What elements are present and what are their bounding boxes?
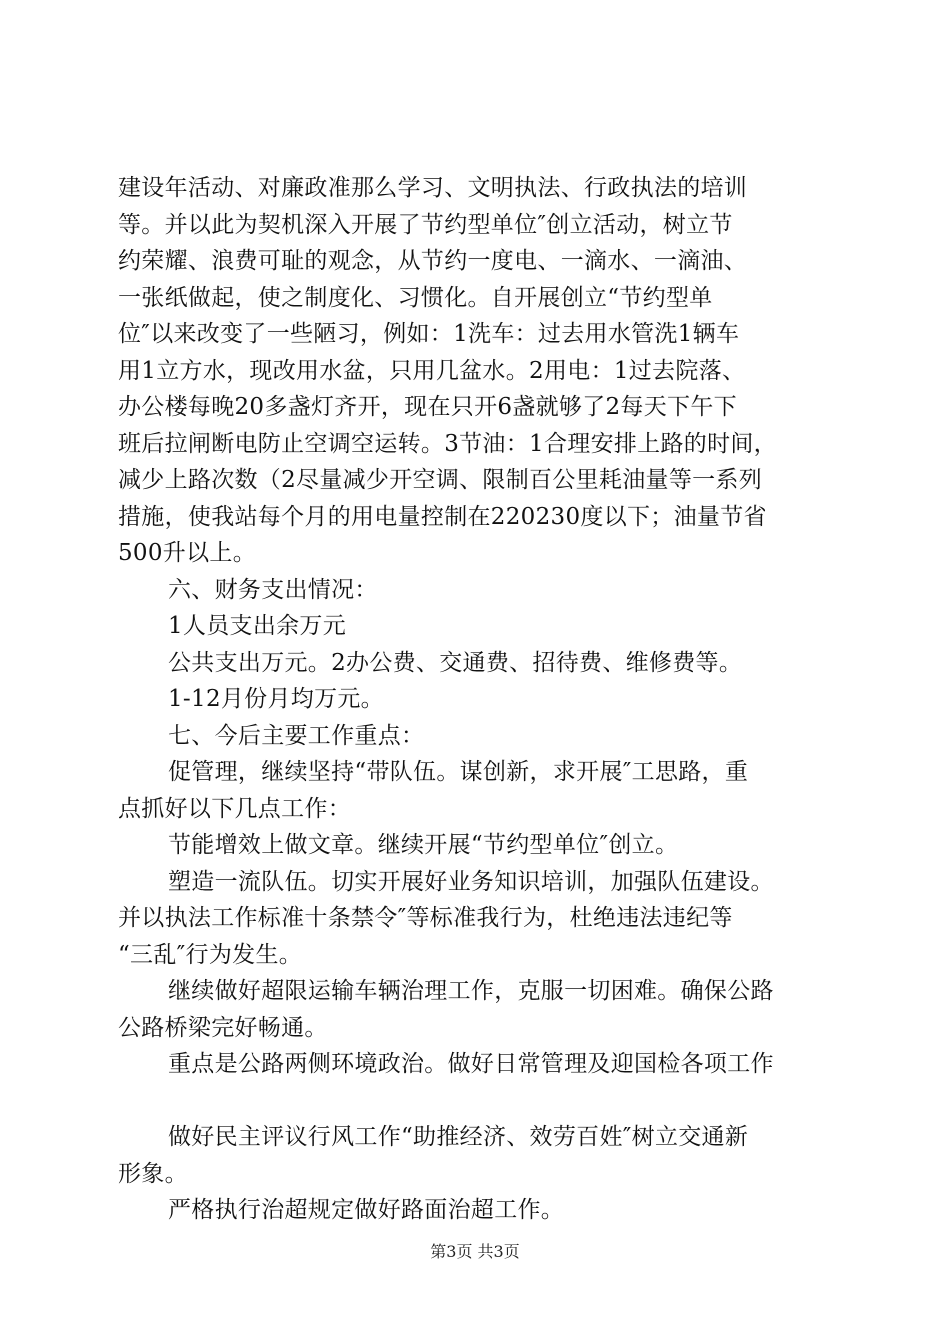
- text-line: 1人员支出余万元: [168, 613, 347, 639]
- text-line: 节能增效上做文章。继续开展“节约型单位″创立。: [168, 832, 679, 858]
- text-line: “三乱″行为发生。: [118, 941, 303, 968]
- text-line: 1-12月份月均万元。: [168, 686, 384, 712]
- text-line: 并以执法工作标准十条禁令″等标准我行为，杜绝违法违纪等: [118, 905, 733, 931]
- section-heading: 六、财务支出情况：: [168, 576, 378, 603]
- text-line: 位″以来改变了一些陋习，例如：1洗车：过去用水管洗1辆车: [118, 321, 740, 347]
- text-line: 等。并以此为契机深入开展了节约型单位″创立活动，树立节: [118, 211, 733, 238]
- text-line: 约荣耀、浪费可耻的观念，从节约一度电、一滴水、一滴油、: [118, 248, 748, 274]
- text-line: 形象。: [118, 1160, 188, 1187]
- text-line: 做好民主评议行风工作“助推经济、效劳百姓″树立交通新: [168, 1124, 749, 1150]
- text-line: 继续做好超限运输车辆治理工作，克服一切困难。确保公路: [168, 978, 774, 1004]
- text-line: 减少上路次数（2尽量减少开空调、限制百公里耗油量等一系列: [118, 467, 763, 493]
- text-line: 建设年活动、对廉政准那么学习、文明执法、行政执法的培训: [118, 175, 748, 201]
- blank-line: [118, 1083, 838, 1120]
- text-line: 办公楼每晚20多盏灯齐开，现在只开6盏就够了2每天下午下: [118, 394, 737, 420]
- text-line: 班后拉闸断电防止空调空运转。3节油：1合理安排上路的时间，: [118, 430, 777, 457]
- page-footer: 第3页 共3页: [430, 1242, 520, 1261]
- text-line: 重点是公路两侧环境政治。做好日常管理及迎国检各项工作: [168, 1051, 774, 1077]
- text-line: 点抓好以下几点工作：: [118, 795, 351, 822]
- text-line: 严格执行治超规定做好路面治超工作。: [168, 1197, 565, 1223]
- text-line: 措施，使我站每个月的用电量控制在220230度以下；油量节省: [118, 503, 767, 530]
- text-line: 公路桥梁完好畅通。: [118, 1014, 328, 1041]
- text-line: 塑造一流队伍。切实开展好业务知识培训，加强队伍建设。: [168, 868, 774, 895]
- text-line: 500升以上。: [118, 540, 256, 566]
- text-line: 促管理，继续坚持“带队伍。谋创新，求开展″工思路，重: [168, 759, 749, 785]
- section-heading: 七、今后主要工作重点：: [168, 722, 425, 749]
- text-line: 用1立方水，现改用水盆，只用几盆水。2用电：1过去院落、: [118, 357, 746, 384]
- text-line: 公共支出万元。2办公费、交通费、招待费、维修费等。: [168, 649, 743, 676]
- document-body: [118, 170, 838, 1229]
- text-line: 一张纸做起，使之制度化、习惯化。自开展创立“节约型单: [118, 284, 713, 311]
